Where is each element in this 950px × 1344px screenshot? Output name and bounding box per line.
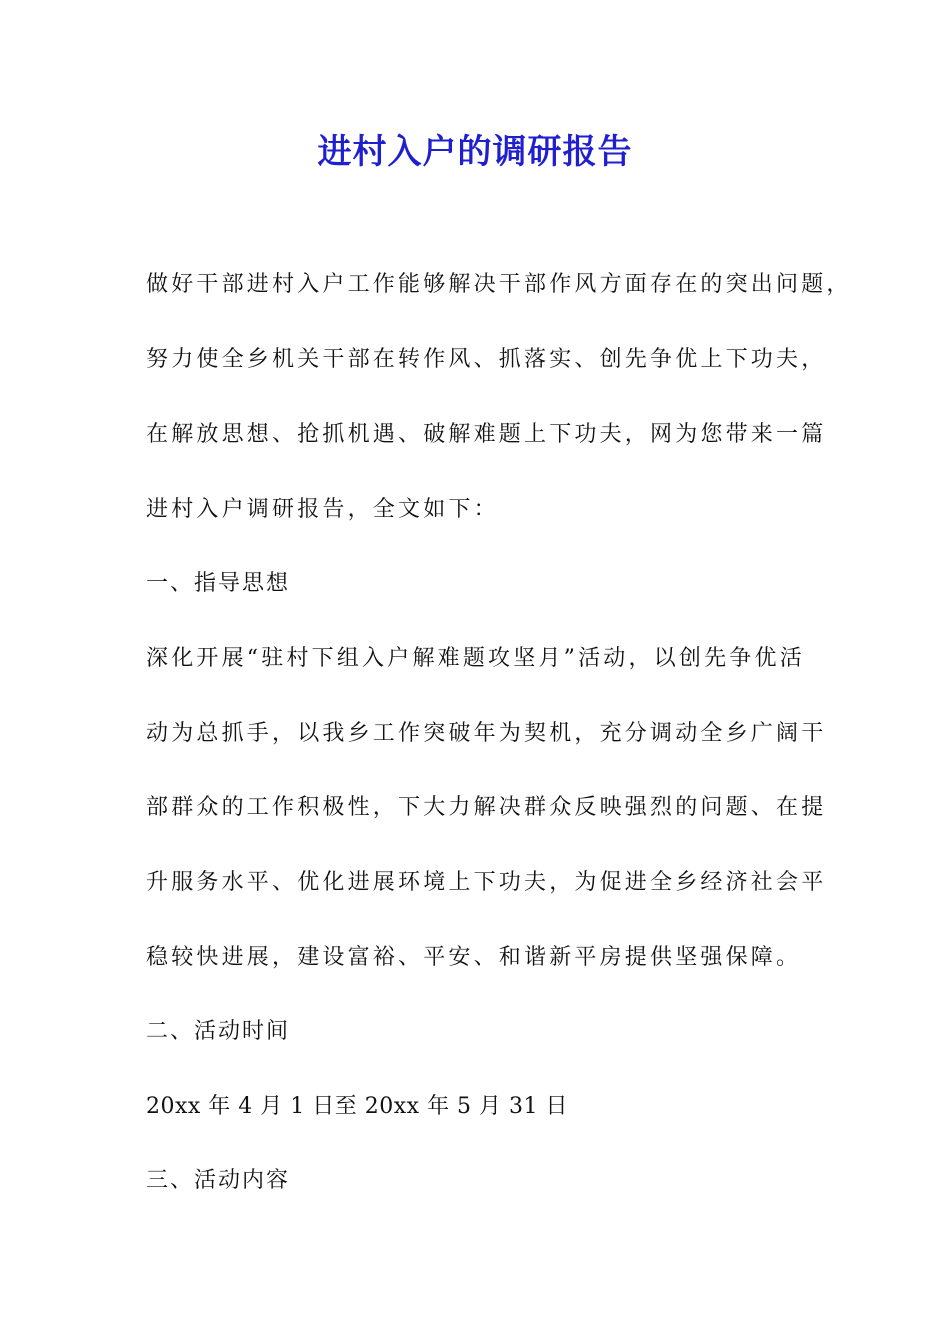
paragraph-line: 深化开展“驻村下组入户解难题攻坚月”活动，以创先争优活 bbox=[146, 646, 805, 671]
paragraph-line: 进村入户调研报告，全文如下： bbox=[146, 497, 499, 522]
paragraph-line: 升服务水平、优化进展环境上下功夫，为促进全乡经济社会平 bbox=[146, 870, 827, 895]
paragraph-line: 稳较快进展，建设富裕、平安、和谐新平房提供坚强保障。 bbox=[146, 945, 802, 970]
document-title: 进村入户的调研报告 bbox=[317, 132, 633, 172]
date-range-line: 20xx 年 4 月 1 日至 20xx 年 5 月 31 日 bbox=[146, 1094, 569, 1119]
section-heading: 三、活动内容 bbox=[146, 1168, 291, 1193]
paragraph-line: 努力使全乡机关干部在转作风、抓落实、创先争优上下功夫， bbox=[146, 347, 827, 372]
section-heading: 一、指导思想 bbox=[146, 571, 291, 596]
paragraph-line: 在解放思想、抢抓机遇、破解难题上下功夫，网为您带来一篇 bbox=[146, 422, 827, 447]
paragraph-line: 动为总抓手，以我乡工作突破年为契机，充分调动全乡广阔干 bbox=[146, 721, 827, 746]
paragraph-line: 部群众的工作积极性，下大力解决群众反映强烈的问题、在提 bbox=[146, 795, 827, 820]
paragraph-line: 做好干部进村入户工作能够解决干部作风方面存在的突出问题， bbox=[146, 272, 852, 297]
section-heading: 二、活动时间 bbox=[146, 1019, 291, 1044]
